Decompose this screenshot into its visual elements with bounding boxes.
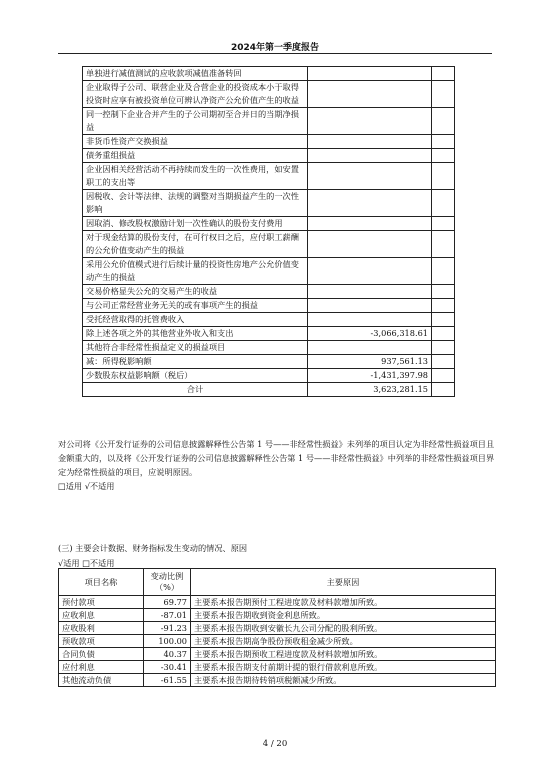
table-row [83, 163, 455, 190]
item-label: 同一控制下企业合并产生的子公司期初至合并日的当期净损益 [83, 108, 308, 135]
item-note-cell [432, 327, 455, 341]
item-label: 减：所得税影响额 [83, 355, 308, 369]
change-ratio: 100.00 [144, 635, 191, 648]
item-amount: -1,431,397.98 [308, 369, 432, 383]
change-reason: 主要系本报告期收到安徽长九公司分配的股利所致。 [191, 622, 496, 635]
item-note-cell [432, 285, 455, 299]
table-row [83, 341, 455, 355]
table-row [59, 661, 496, 674]
item-note-cell [432, 81, 455, 108]
item-amount [308, 285, 432, 299]
changes-table-header-row [59, 569, 496, 596]
item-note-cell [432, 135, 455, 149]
item-amount [308, 163, 432, 190]
table-row [59, 635, 496, 648]
total-amount: 3,623,281.15 [308, 383, 432, 397]
note-text: 对公司将《公开发行证券的公司信息披露解释性公告第 1 号——非经常性损益》未列举的项目认定为非经常性损益项目且金额重大的，以及将《公开发行证券的公司信息披露解释性公告第 1 号——非经常性损益》中列举的非经常性损益项目界定为经常性损益的项目，应说明原因。 [58, 439, 495, 477]
item-amount [308, 135, 432, 149]
item-label: 其他符合非经常性损益定义的损益项目 [83, 341, 308, 355]
table-row [83, 231, 455, 258]
change-ratio: 40.37 [144, 648, 191, 661]
item-amount [308, 149, 432, 163]
item-label: 与公司正常经营业务无关的或有事项产生的损益 [83, 299, 308, 313]
item-label: 因取消、修改股权激励计划一次性确认的股份支付费用 [83, 217, 308, 231]
item-amount [308, 299, 432, 313]
table-row [59, 648, 496, 661]
header-item-name: 项目名称 [59, 569, 144, 596]
change-reason: 主要系本报告期预付工程进度款及材料款增加所致。 [191, 596, 496, 609]
item-amount: 937,561.13 [308, 355, 432, 369]
item-note-cell [432, 231, 455, 258]
table-row [83, 299, 455, 313]
item-label: 非货币性资产交换损益 [83, 135, 308, 149]
table-row [83, 81, 455, 108]
item-amount [308, 341, 432, 355]
change-item-name: 预付款项 [59, 596, 144, 609]
table-row [83, 190, 455, 217]
table-row [83, 355, 455, 369]
change-ratio: 69.77 [144, 596, 191, 609]
change-item-name: 应收股利 [59, 622, 144, 635]
item-label: 交易价格显失公允的交易产生的收益 [83, 285, 308, 299]
note-block [58, 437, 496, 493]
item-label: 债务重组损益 [83, 149, 308, 163]
section-3 [58, 541, 247, 570]
change-ratio: -87.01 [144, 609, 191, 622]
item-label: 企业取得子公司、联营企业及合营企业的投资成本小于取得投资时应享有被投资单位可辨认净资产公允价值产生的收益 [83, 81, 308, 108]
page-header-title: 2024年第一季度报告 [230, 43, 320, 53]
item-note-cell [432, 163, 455, 190]
item-note-cell [432, 369, 455, 383]
section-3-title: (三) 主要会计数据、财务指标发生变动的情况、原因 [58, 543, 248, 553]
change-reason: 主要系本报告期支付前期计提的银行借款利息所致。 [191, 661, 496, 674]
page-number: 4 / 20 [262, 739, 288, 749]
table-row [83, 149, 455, 163]
table-row [83, 135, 455, 149]
item-note-cell [432, 67, 455, 81]
item-note-cell [432, 190, 455, 217]
table-row [83, 108, 455, 135]
item-label: 对于现金结算的股份支付，在可行权日之后，应付职工薪酬的公允价值变动产生的损益 [83, 231, 308, 258]
item-note-cell [432, 149, 455, 163]
changes-table [58, 568, 496, 687]
change-item-name: 合同负债 [59, 648, 144, 661]
item-label: 采用公允价值模式进行后续计量的投资性房地产公允价值变动产生的损益 [83, 258, 308, 285]
item-amount [308, 67, 432, 81]
item-label: 除上述各项之外的其他营业外收入和支出 [83, 327, 308, 341]
item-amount: -3,066,318.61 [308, 327, 432, 341]
table-row [59, 609, 496, 622]
item-amount [308, 258, 432, 285]
table-row [59, 622, 496, 635]
item-note-cell [432, 258, 455, 285]
item-note-cell [432, 217, 455, 231]
table-row [83, 313, 455, 327]
change-ratio: -61.55 [144, 674, 191, 687]
table-row [83, 217, 455, 231]
change-item-name: 应收利息 [59, 609, 144, 622]
change-reason: 主要系本报告期预收工程进度款及材料款增加所致。 [191, 648, 496, 661]
item-amount [308, 313, 432, 327]
change-reason: 主要系本报告期高争股份预收租金减少所致。 [191, 635, 496, 648]
item-label: 因税收、会计等法律、法规的调整对当期损益产生的一次性影响 [83, 190, 308, 217]
item-amount [308, 190, 432, 217]
item-note-cell [432, 299, 455, 313]
change-ratio: -30.41 [144, 661, 191, 674]
table-row [83, 67, 455, 81]
change-item-name: 其他流动负债 [59, 674, 144, 687]
total-row [83, 383, 455, 397]
table-row [83, 327, 455, 341]
item-label: 单独进行减值测试的应收款项减值准备转回 [83, 67, 308, 81]
header-main-reason: 主要原因 [191, 569, 496, 596]
item-amount [308, 81, 432, 108]
note-options: □适用 √不适用 [58, 481, 115, 491]
item-label: 少数股东权益影响额（税后） [83, 369, 308, 383]
section-3-options: √适用 □不适用 [58, 558, 115, 568]
table-row [83, 258, 455, 285]
item-note-cell [432, 355, 455, 369]
item-note-cell [432, 313, 455, 327]
change-reason: 主要系本报告期收到资金利息所致。 [191, 609, 496, 622]
table-row [83, 369, 455, 383]
item-note-cell [432, 341, 455, 355]
item-label: 企业因相关经营活动不再持续而发生的一次性费用，如安置职工的支出等 [83, 163, 308, 190]
item-amount [308, 231, 432, 258]
item-amount [308, 217, 432, 231]
item-note-cell [432, 108, 455, 135]
header-divider [58, 53, 492, 54]
change-ratio: -91.23 [144, 622, 191, 635]
table-row [59, 596, 496, 609]
change-item-name: 应付利息 [59, 661, 144, 674]
table-row [83, 285, 455, 299]
table-row [59, 674, 496, 687]
total-note-cell [432, 383, 455, 397]
non-recurring-items-table [82, 66, 455, 397]
change-reason: 主要系本报告期待转销项税额减少所致。 [191, 674, 496, 687]
item-amount [308, 108, 432, 135]
change-item-name: 预收款项 [59, 635, 144, 648]
item-label: 受托经营取得的托管费收入 [83, 313, 308, 327]
total-label: 合计 [83, 383, 308, 397]
header-change-ratio: 变动比例（%） [144, 569, 191, 596]
